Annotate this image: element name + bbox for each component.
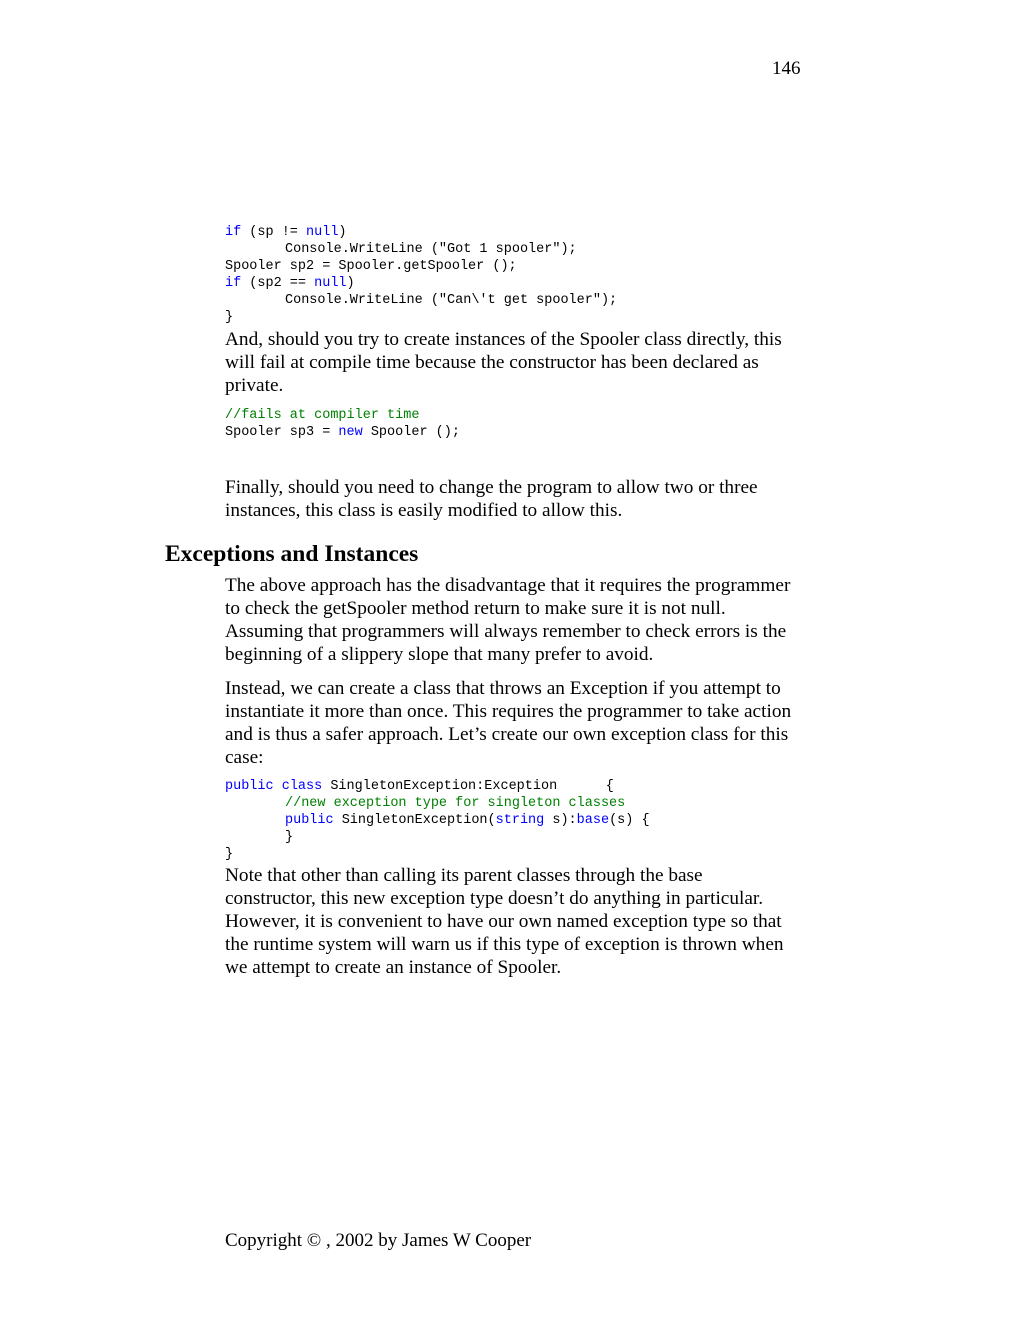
code-text: Spooler sp2 = Spooler.getSpooler (); [225,259,517,274]
paragraph: Note that other than calling its parent classes through the base constructor, this new exception type doesn’t do anything in particular. However, it is convenient to have our own named exception type so that the runtime system will warn us if this type of exception is thrown when we attempt to create an instance of Spooler. [225,865,784,978]
code-block-spooler-check [225,224,617,326]
page-number: 146 [772,58,801,79]
code-keyword: null [306,225,339,240]
code-text: Spooler sp3 = [225,425,339,440]
section-heading: Exceptions and Instances [165,541,419,567]
code-text: } [285,830,294,845]
code-keyword: class [281,779,323,794]
code-keyword: null [314,276,347,291]
paragraph: Finally, should you need to change the program to allow two or three instances, this class is easily modified to allow this. [225,477,758,521]
paragraph: The above approach has the disadvantage that it requires the programmer to check the getSpooler method return to make sure it is not null. Assuming that programmers will always remember to check errors is the beginning of a slippery slope that many prefer to avoid. [225,575,791,665]
paragraph: And, should you try to create instances of the Spooler class directly, this will fail at compile time because the constructor has been declared as private. [225,329,782,396]
code-text: } [225,847,234,862]
code-block-singleton-exception [225,778,650,863]
code-text: Console.WriteLine ("Got 1 spooler"); [285,242,577,257]
code-text: (sp != [241,225,307,240]
copyright-footer: Copyright © , 2002 by James W Cooper [225,1230,532,1251]
code-keyword: if [225,225,242,240]
code-block-compile-fail [225,407,460,441]
code-text: SingletonException( [333,813,496,828]
code-keyword: if [225,276,242,291]
paragraph: Instead, we can create a class that throws an Exception if you attempt to instantiate it more than once. This requires the programmer to take action and is thus a safer approach. Let’s create our own exception class for this case: [225,678,792,768]
code-text: SingletonException:Exception { [322,779,614,794]
code-text: Spooler (); [362,425,460,440]
code-keyword: public [285,813,334,828]
code-text: ) [338,225,347,240]
code-text: } [225,310,234,325]
code-comment: //new exception type for singleton classes [285,796,626,811]
code-text: Console.WriteLine ("Can\'t get spooler"); [285,293,618,308]
code-keyword: string [495,813,545,828]
code-keyword: public [225,779,274,794]
code-keyword: base [576,813,610,828]
code-comment: //fails at compiler time [225,408,420,423]
code-text: ) [346,276,355,291]
code-text: (sp2 == [241,276,315,291]
code-text: (s) { [609,813,650,828]
code-text: s): [544,813,577,828]
code-keyword: new [338,425,363,440]
